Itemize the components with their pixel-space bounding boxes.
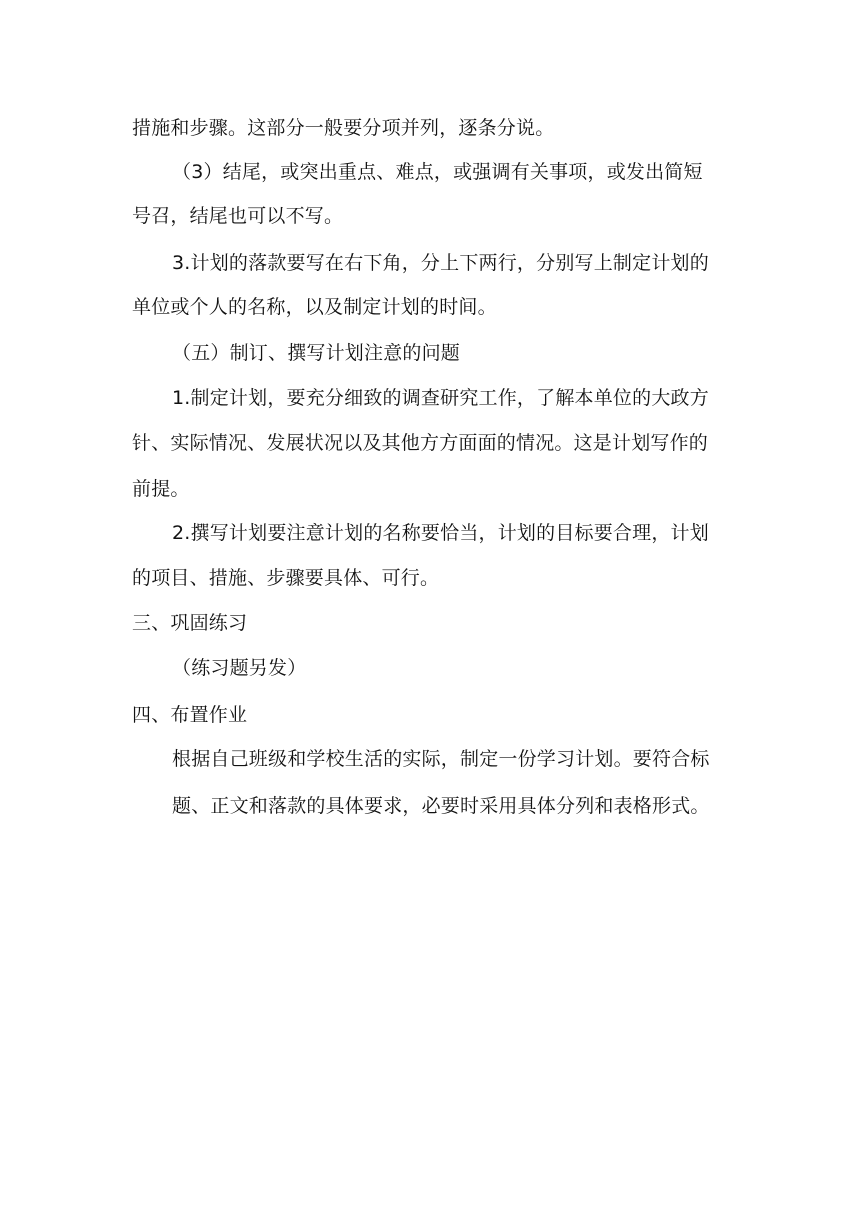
paragraph-line: 前提。 bbox=[132, 478, 190, 500]
paragraph-line: 的项目、措施、步骤要具体、可行。 bbox=[132, 567, 440, 589]
paragraph-line: 3.计划的落款要写在右下角，分上下两行，分别写上制定计划的 bbox=[172, 252, 709, 274]
paragraph-line: 根据自己班级和学校生活的实际，制定一份学习计划。要符合标 bbox=[172, 748, 710, 770]
paragraph-line: 措施和步骤。这部分一般要分项并列，逐条分说。 bbox=[132, 117, 555, 139]
paragraph-line: 单位或个人的名称，以及制定计划的时间。 bbox=[132, 296, 497, 318]
section-heading: 四、布置作业 bbox=[132, 704, 248, 726]
paragraph-line: 针、实际情况、发展状况以及其他方方面面的情况。这是计划写作的 bbox=[132, 432, 709, 454]
paragraph-line: （练习题另发） bbox=[172, 657, 307, 679]
paragraph-line: 题、正文和落款的具体要求，必要时采用具体分列和表格形式。 bbox=[172, 795, 710, 817]
paragraph-line: 号召，结尾也可以不写。 bbox=[132, 205, 344, 227]
paragraph-line: 2.撰写计划要注意计划的名称要恰当，计划的目标要合理，计划 bbox=[172, 522, 709, 544]
paragraph-line: （3）结尾，或突出重点、难点，或强调有关事项，或发出简短 bbox=[172, 161, 703, 183]
paragraph-line: 1.制定计划，要充分细致的调查研究工作，了解本单位的大政方 bbox=[172, 387, 709, 409]
section-heading: 三、巩固练习 bbox=[132, 612, 248, 634]
section-heading: （五）制订、撰写计划注意的问题 bbox=[172, 342, 461, 364]
